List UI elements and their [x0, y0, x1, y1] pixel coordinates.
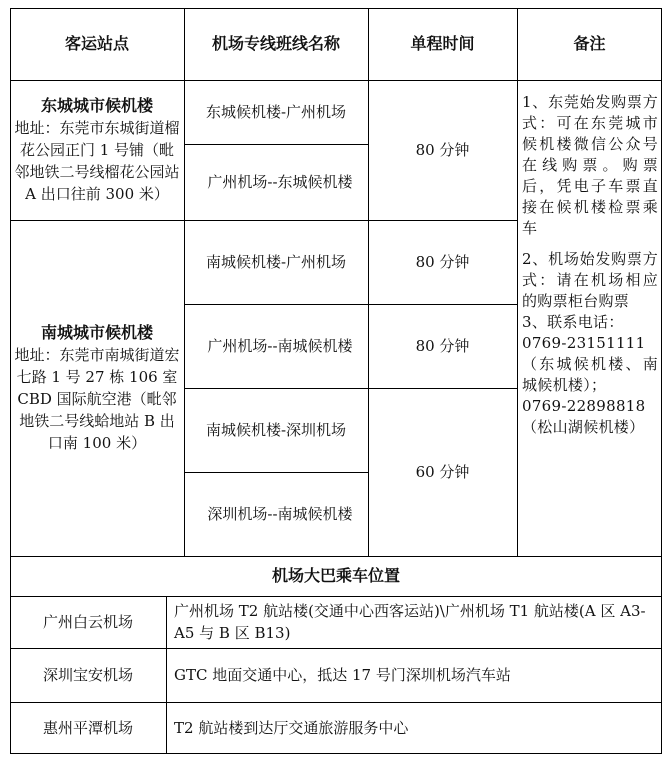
station-address: 地址：东莞市南城街道宏七路 1 号 27 栋 106 室 CBD 国际航空港（毗邻地铁二号线蛤地站 B 出口南 100 米） [14, 346, 180, 452]
header-route: 机场专线班线名称 [211, 34, 340, 53]
route-time: 60 分钟 [415, 463, 470, 481]
station-dongcheng [14, 80, 180, 220]
bus-location: T2 航站楼到达厅交通旅游服务中心 [174, 718, 409, 737]
route-name: 深圳机场--南城候机楼 [207, 505, 353, 523]
remark-2: 2、机场始发购票方式：请在机场相应的购票柜台购票 [522, 250, 658, 310]
header-station: 客运站点 [64, 34, 129, 53]
bus-airport: 深圳宝安机场 [42, 666, 133, 684]
remark-3-label: 3、联系电话： [522, 313, 624, 331]
station-name: 东城城市候机楼 [40, 96, 153, 115]
header-time: 单程时间 [410, 34, 475, 53]
bus-location: GTC 地面交通中心，抵达 17 号门深圳机场汽车站 [174, 666, 511, 684]
phone-note: （松山湖候机楼） [522, 418, 645, 436]
phone-number: 0769-22898818 [522, 397, 646, 415]
route-name: 南城候机楼-广州机场 [205, 253, 347, 271]
route-name: 东城候机楼-广州机场 [205, 103, 347, 121]
station-nancheng [14, 220, 180, 556]
header-remarks: 备注 [573, 34, 606, 53]
remarks-cell [522, 92, 658, 544]
bus-airport: 广州白云机场 [42, 613, 133, 631]
route-time: 80 分钟 [415, 141, 470, 159]
route-time: 80 分钟 [415, 253, 470, 271]
route-name: 南城候机楼-深圳机场 [205, 421, 347, 439]
shuttle-table [10, 8, 662, 754]
phone-note: （东城候机楼、南城候机楼）； [522, 355, 658, 394]
bus-section-title: 机场大巴乘车位置 [271, 566, 400, 585]
rule [10, 753, 662, 754]
station-name: 南城城市候机楼 [40, 323, 153, 342]
rule [517, 8, 518, 556]
remark-1: 1、东莞始发购票方式：可在东莞城市候机楼微信公众号在线购票。购票后，凭电子车票直接在候机楼检票乘车 [522, 93, 658, 237]
station-address: 地址：东莞市东城街道榴花公园正门 1 号铺（毗邻地铁二号线榴花公园站 A 出口往前 300 米） [14, 119, 180, 203]
bus-location: 广州机场 T2 航站楼(交通中心西客运站)\广州机场 T1 航站楼(A 区 A3-A5 与 B 区 B13) [174, 602, 646, 642]
route-name: 广州机场--南城候机楼 [207, 337, 353, 355]
bus-airport: 惠州平潭机场 [42, 718, 133, 737]
rule [184, 8, 185, 556]
rule [166, 596, 167, 754]
route-name: 广州机场--东城候机楼 [207, 173, 353, 191]
phone-number: 0769-23151111 [522, 334, 646, 352]
route-time: 80 分钟 [415, 337, 470, 355]
